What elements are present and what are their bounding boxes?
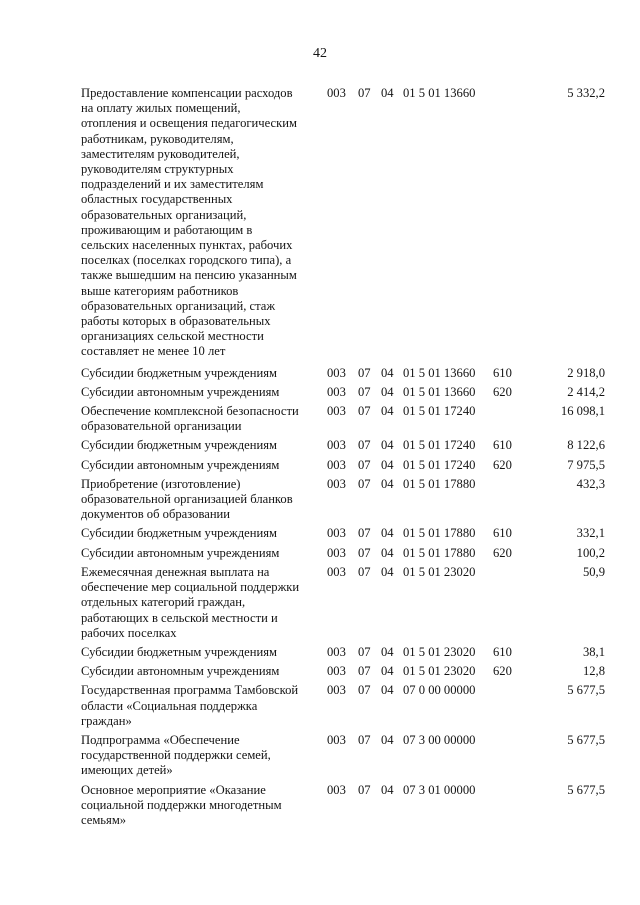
subsection-code: 04 [381,365,394,380]
row-name: Государственная программа Тамбовской области «Социальная поддержка граждан» [81,683,299,728]
target-article-code: 01 5 01 17240 [403,438,476,453]
table-row [81,683,605,729]
expense-type-code: 620 [493,457,512,472]
row-name: Субсидии бюджетным учреждениям [81,438,277,453]
section-code: 07 [358,683,371,698]
sum-value: 8 122,6 [567,438,605,453]
expense-type-code: 620 [493,545,512,560]
section-code: 07 [358,782,371,797]
table-row [81,404,605,434]
section-code: 07 [358,457,371,472]
ministry-code: 003 [327,476,346,491]
subsection-code: 04 [381,526,394,541]
target-article-code: 01 5 01 23020 [403,564,476,579]
section-code: 07 [358,404,371,419]
sum-value: 5 677,5 [567,732,605,747]
table-row [81,526,605,541]
ministry-code: 003 [327,526,346,541]
row-name: Субсидии автономным учреждениям [81,457,280,472]
subsection-code: 04 [381,404,394,419]
ministry-code: 003 [327,564,346,579]
section-code: 07 [358,438,371,453]
ministry-code: 003 [327,384,346,399]
expense-type-code: 620 [493,664,512,679]
expense-type-code: 610 [493,526,512,541]
sum-value: 5 332,2 [567,86,605,100]
sum-value: 12,8 [582,664,605,679]
ministry-code: 003 [327,457,346,472]
expense-type-code: 610 [493,644,512,659]
sum-value: 2 414,2 [567,384,605,399]
ministry-code: 003 [327,644,346,659]
expense-type-code: 610 [493,365,512,380]
table-row [81,546,605,561]
section-code: 07 [358,476,371,491]
subsection-code: 04 [381,664,394,679]
budget-table [81,86,605,832]
row-name: Субсидии автономным учреждениям [81,664,280,679]
ministry-code: 003 [327,86,346,100]
section-code: 07 [358,86,371,100]
sum-value: 5 677,5 [567,683,605,698]
subsection-code: 04 [381,86,394,100]
subsection-code: 04 [381,782,394,797]
sum-value: 332,1 [576,526,605,541]
page-number: 42 [313,46,327,61]
row-name: Основное мероприятие «Оказание социальной поддержки многодетным семьям» [81,782,282,827]
ministry-code: 003 [327,782,346,797]
subsection-code: 04 [381,545,394,560]
target-article-code: 01 5 01 23020 [403,664,476,679]
target-article-code: 01 5 01 17880 [403,545,476,560]
subsection-code: 04 [381,457,394,472]
table-row [81,783,605,829]
section-code: 07 [358,664,371,679]
section-code: 07 [358,732,371,747]
table-row [81,645,605,660]
subsection-code: 04 [381,384,394,399]
section-code: 07 [358,545,371,560]
subsection-code: 04 [381,644,394,659]
section-code: 07 [358,564,371,579]
target-article-code: 01 5 01 13660 [403,365,476,380]
table-row [81,86,605,360]
subsection-code: 04 [381,438,394,453]
row-name: Субсидии бюджетным учреждениям [81,644,277,659]
table-row [81,458,605,473]
target-article-code: 07 3 01 00000 [403,782,476,797]
ministry-code: 003 [327,732,346,747]
row-name: Субсидии бюджетным учреждениям [81,365,277,380]
table-row [81,438,605,453]
section-code: 07 [358,644,371,659]
target-article-code: 01 5 01 17880 [403,526,476,541]
sum-value: 2 918,0 [567,365,605,380]
sum-value: 5 677,5 [567,782,605,797]
row-name: Субсидии автономным учреждениям [81,545,280,560]
ministry-code: 003 [327,683,346,698]
row-name: Подпрограмма «Обеспечение государственной поддержки семей, имеющих детей» [81,732,271,778]
ministry-code: 003 [327,365,346,380]
subsection-code: 04 [381,564,394,579]
table-row [81,733,605,779]
sum-value: 100,2 [576,545,605,560]
section-code: 07 [358,365,371,380]
section-code: 07 [358,526,371,541]
ministry-code: 003 [327,545,346,560]
target-article-code: 01 5 01 23020 [403,644,476,659]
sum-value: 38,1 [582,644,605,659]
sum-value: 7 975,5 [567,457,605,472]
target-article-code: 01 5 01 13660 [403,384,476,399]
table-row [81,477,605,523]
expense-type-code: 610 [493,438,512,453]
target-article-code: 01 5 01 17240 [403,457,476,472]
table-row [81,385,605,400]
target-article-code: 07 3 00 00000 [403,732,476,747]
table-row [81,565,605,641]
ministry-code: 003 [327,664,346,679]
row-name: Субсидии бюджетным учреждениям [81,526,277,541]
row-name: Предоставление компенсации расходов на оплату жилых помещений, отопления и освещения педагогическим работникам, руководителям, заместителям руководителей, руководителям структурных подразделений и их заместителям областных государственных образовательных организаций, проживающим и работающим в сельских населенных пунктах, рабочих поселках (поселках городского типа), а также вышедшим на пенсию указанным выше категориям работников образовательных организаций, стаж работы которых в образовательных организациях сельской местности составляет не менее 10 лет [81,86,297,359]
section-code: 07 [358,384,371,399]
subsection-code: 04 [381,683,394,698]
row-name: Приобретение (изготовление) образовательной организацией бланков документов об образовании [81,476,293,522]
subsection-code: 04 [381,732,394,747]
sum-value: 50,9 [582,564,605,579]
sum-value: 432,3 [576,476,605,491]
target-article-code: 01 5 01 17240 [403,404,476,419]
sum-value: 16 098,1 [560,404,605,419]
target-article-code: 01 5 01 17880 [403,476,476,491]
table-row [81,664,605,679]
target-article-code: 01 5 01 13660 [403,86,476,100]
expense-type-code: 620 [493,384,512,399]
target-article-code: 07 0 00 00000 [403,683,476,698]
subsection-code: 04 [381,476,394,491]
ministry-code: 003 [327,438,346,453]
row-name: Обеспечение комплексной безопасности образовательной организации [81,404,299,434]
row-name: Ежемесячная денежная выплата на обеспечение мер социальной поддержки отдельных категорий граждан, работающих в сельской местности и рабочих поселках [81,564,300,640]
table-row [81,366,605,381]
ministry-code: 003 [327,404,346,419]
row-name: Субсидии автономным учреждениям [81,384,280,399]
